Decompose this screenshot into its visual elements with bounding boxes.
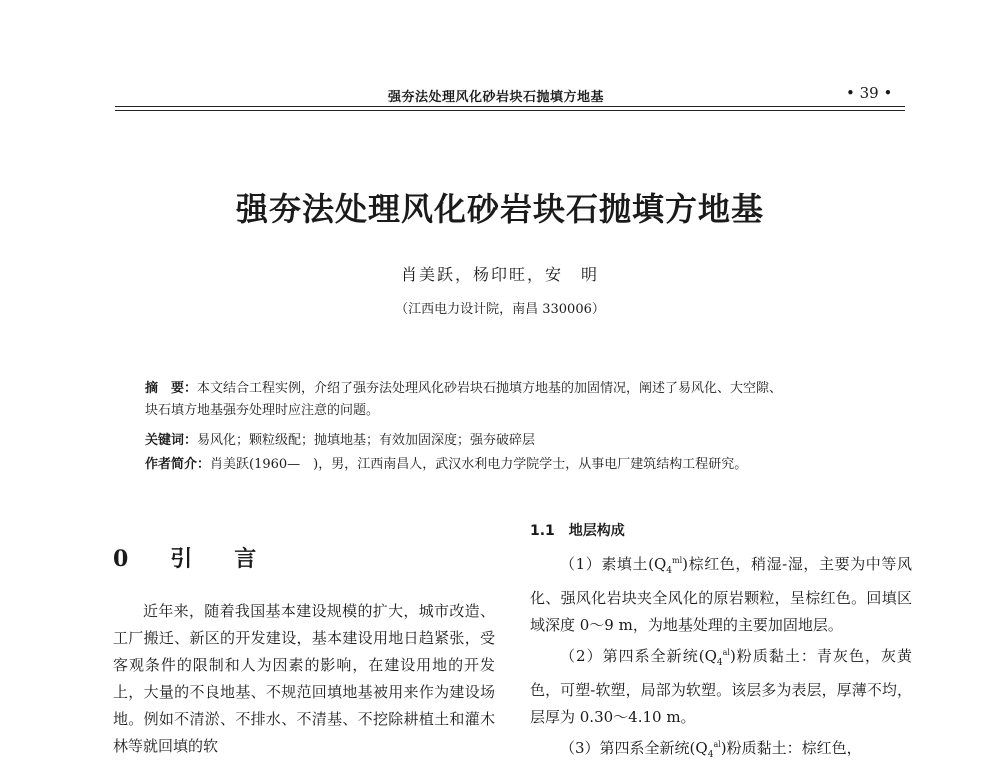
abstract-text-line1: 本文结合工程实例，介绍了强夯法处理风化砂岩块石抛填方地基的加固情况，阐述了易风化、大空隙、 xyxy=(197,381,783,396)
strata-p2-sup: al xyxy=(722,648,730,657)
subsection-heading-strata: 1.1 地层构成 xyxy=(530,523,625,539)
affiliation: （江西电力设计院，南昌 330006） xyxy=(395,302,605,317)
keywords-text: 易风化；颗粒级配；抛填地基；有效加固深度；强夯破碎层 xyxy=(197,433,536,448)
strata-p1-sub: 4 xyxy=(666,566,672,576)
left-column xyxy=(113,598,495,760)
strata-p1-rest: )棕红色，稍湿-湿，主要为中等风化、强风化岩块夹全风化的原岩颗粒，呈棕红色。回填区域深度 0～9 m，为地基处理的主要加固地层。 xyxy=(530,555,912,634)
keywords xyxy=(145,430,905,452)
abstract-text-line2: 块石填方地基强夯处理时应注意的问题。 xyxy=(145,403,380,418)
author-bio xyxy=(145,454,905,476)
introduction-paragraph: 近年来，随着我国基本建设规模的扩大，城市改造、工厂搬迁、新区的开发建设，基本建设用地日趋紧张，受客观条件的限制和人为因素的影响，在建设用地的开发上，大量的不良地基、不规范回填地基被用来作为建设场地。例如不清淤、不排水、不清基、不挖除耕植土和灌木林等就回填的软 xyxy=(113,602,495,755)
keywords-label: 关键词： xyxy=(145,433,198,448)
strata-paragraph-3 xyxy=(530,731,912,769)
strata-p1-start: （1）素填土(Q xyxy=(560,555,667,573)
section-heading-introduction: 0 引 言 xyxy=(113,546,267,572)
strata-paragraph-1 xyxy=(530,547,912,639)
strata-p2-rest: )粉质黏土：青灰色，灰黄色，可塑-软塑，局部为软塑。该层多为表层，厚薄不均，层厚为 0.30～4.10 m。 xyxy=(530,647,912,726)
paper-title: 强夯法处理风化砂岩块石抛填方地基 xyxy=(235,190,764,228)
abstract-label: 摘 要： xyxy=(145,381,198,396)
authors: 肖美跃，杨印旺，安 明 xyxy=(400,265,599,284)
strata-p3-sup: al xyxy=(713,740,721,749)
strata-p3-sub: 4 xyxy=(707,750,714,760)
author-bio-label: 作者简介： xyxy=(145,457,211,472)
strata-p2-start: （2）第四系全新统(Q xyxy=(560,647,717,665)
strata-paragraph-2 xyxy=(530,639,912,731)
strata-p3-start: （3）第四系全新统(Q xyxy=(560,739,708,757)
strata-p1-sup: ml xyxy=(672,556,683,565)
author-bio-text: 肖美跃(1960— )，男，江西南昌人，武汉水利电力学院学士，从事电厂建筑结构工程研究。 xyxy=(210,457,748,472)
abstract xyxy=(145,378,905,422)
strata-p3-rest: )粉质黏土：棕红色， xyxy=(720,739,862,757)
strata-p2-sub: 4 xyxy=(716,658,723,668)
page-number: • 39 • xyxy=(846,84,893,102)
header-rule-top xyxy=(115,106,905,107)
running-title: 强夯法处理风化砂岩块石抛填方地基 xyxy=(388,90,605,105)
right-column xyxy=(530,518,912,769)
header-rule-bottom xyxy=(115,110,905,111)
